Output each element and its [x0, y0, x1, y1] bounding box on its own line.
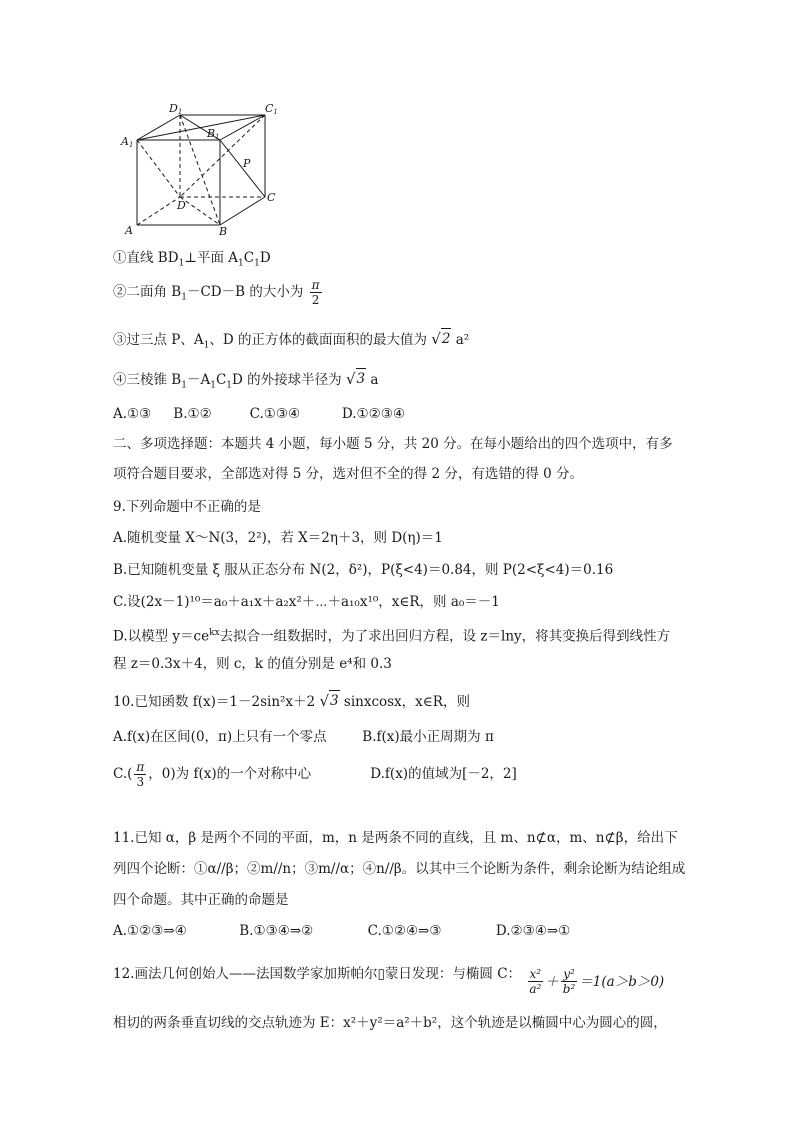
q9-option-d-line1: D.以模型 $y=ce^{kx}$去拟合一组数据时，为了求出回归方程，设 z＝lny，将其变换后得到线性方 — [113, 628, 671, 645]
sqrt-2: √ 2 — [431, 330, 451, 348]
q8-item4: ④三棱锥 $B_1-A_1C_1D$ 的外接球半径为 √ 3 a — [113, 370, 379, 391]
q10-options-ab — [113, 727, 494, 747]
q10-options-cd — [113, 760, 517, 789]
q8-option-b: B.①② — [173, 406, 212, 422]
q9-option-b: B.已知随机变量 ξ 服从正态分布 N(2，δ²)，P(ξ<4)＝0.84，则 P(2<ξ<4)＝0.16 — [113, 562, 614, 578]
label-C: C — [267, 191, 276, 204]
line-A1-D — [137, 140, 180, 197]
q10-option-c: C.( $\frac{\pi}{3}$ ，0)为 f(x)的一个对称中心 — [113, 760, 312, 789]
q11-line1: 11.已知 α，β 是两个不同的平面，m，n 是两条不同的直线，且 m、n⊄α，m、n⊄β，给出下 — [113, 830, 678, 846]
q11-option-d: D.②③④⇒① — [495, 923, 571, 939]
line-D-B — [180, 197, 220, 225]
q9-option-d-line2: 程 z＝0.3x＋4，则 c，k 的值分别是 e⁴和 0.3 — [113, 656, 392, 672]
label-D1: D1 — [169, 102, 183, 116]
section2-line1: 二、多项选择题：本题共 4 小题，每小题 5 分，共 20 分。在每小题给出的四个选项中，有多 — [113, 436, 673, 452]
section2-line2: 项符合题目要求，全部选对得 5 分，选对但不全的得 2 分，有选错的得 0 分。 — [113, 466, 584, 482]
q8-options — [113, 404, 405, 424]
q8-item3: ③过三点 P、$A_1$、D 的正方体的截面面积的最大值为 √ 2 a² — [113, 330, 470, 351]
q9-stem: 9.下列命题中不正确的是 — [113, 499, 261, 515]
q10-stem: 10.已知函数 f(x)＝1－2sin²x＋2 √ 3 sinxcosx，x∈R，则 — [113, 692, 470, 710]
q9-option-c: C.设(2x－1)¹⁰＝a₀＋a₁x＋a₂x²＋⋯＋a₁₀x¹⁰，x∈R，则 a₀＝－1 — [113, 594, 500, 610]
q11-options — [113, 921, 570, 941]
sqrt-3: √ 3 — [345, 370, 366, 388]
label-B1: B1 — [207, 127, 220, 141]
q8-option-a: A.①③ — [113, 406, 152, 422]
q12-line1: 12.画法几何创始人——法国数学家加斯帕尔▯蒙日发现：与椭圆 C： $\frac{\text{x²}}{\text{a²}}$ ＋ $\frac{\text{y²}}{\text{b²}}$ ＝1(a＞b＞0) — [113, 966, 665, 996]
q11-line2: 列四个论断：①α//β；②m//n；③m//α；④n//β。以其中三个论断为条件，剩余论断为结论组成 — [113, 861, 686, 877]
q9-option-a: A.随机变量 X～N(3，2²)，若 X＝2η＋3，则 D(η)＝1 — [113, 530, 443, 546]
fraction-pi-over-3: $\frac{\pi}{3}$ — [136, 760, 145, 789]
cube-figure — [115, 95, 285, 235]
edge-A-D — [137, 197, 180, 225]
q8-option-d: D.①②③④ — [341, 406, 405, 422]
q11-option-c: C.①②④⇒③ — [367, 923, 442, 939]
label-A: A — [125, 224, 133, 235]
ellipse-equation: $\frac{\text{x²}}{\text{a²}}$ ＋ $\frac{\text{y²}}{\text{b²}}$ ＝1(a＞b＞0) — [529, 967, 665, 996]
q8-option-c: C.①③④ — [249, 406, 301, 422]
q12-line2: 相切的两条垂直切线的交点轨迹为 E：x²＋y²＝a²＋b²，这个轨迹是以椭圆中心为圆心的圆， — [113, 1015, 667, 1031]
q10-option-d: D.f(x)的值域为[－2，2] — [370, 766, 517, 782]
q11-option-a: A.①②③⇒④ — [113, 923, 187, 939]
q10-option-a: A.f(x)在区间(0，π)上只有一个零点 — [113, 729, 327, 745]
q10-option-b: B.f(x)最小正周期为 π — [362, 729, 494, 745]
label-B: B — [219, 225, 228, 235]
label-A1: A1 — [121, 135, 134, 149]
diag-A1-C1 — [137, 115, 265, 140]
q8-item2: ②二面角 $B_1-CD-B$ 的大小为 $\frac{\pi}{2}$ — [113, 278, 320, 307]
q8-item1: ①直线 $BD_1\perp$平面 $A_1C_1D$ — [113, 250, 271, 269]
sqrt-3-q10: √ 3 — [319, 692, 339, 710]
line-C1-D — [180, 115, 265, 197]
label-C1: C1 — [265, 102, 278, 116]
label-P: P — [243, 157, 251, 170]
q11-line3: 四个命题。其中正确的命题是 — [113, 892, 289, 908]
label-D: D — [177, 199, 186, 212]
fraction-pi-over-2: $\frac{\pi}{2}$ — [311, 278, 320, 307]
edge-B-C — [220, 197, 265, 225]
q11-option-b: B.①③④⇒② — [239, 923, 314, 939]
